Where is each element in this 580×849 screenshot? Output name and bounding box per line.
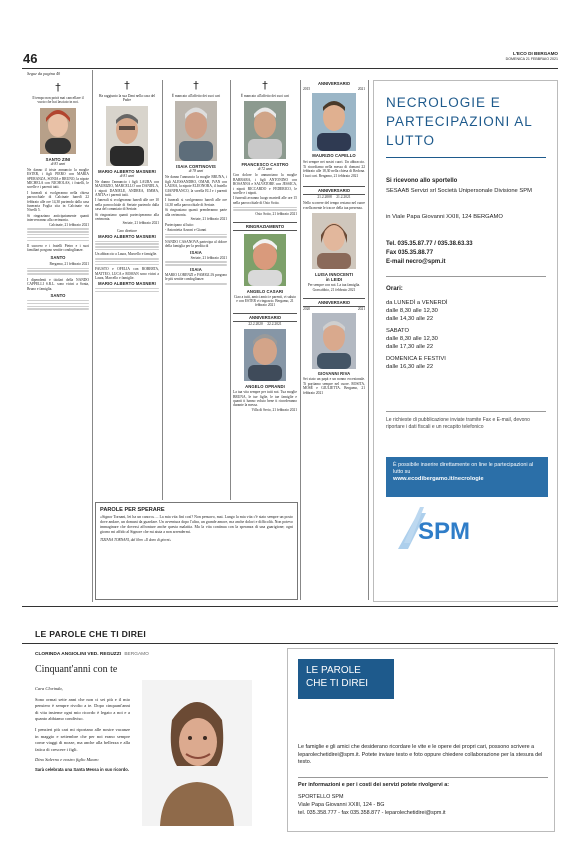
necro-company: SESAAB Servizi srl Società Unipersonale Divisione SPM bbox=[386, 188, 532, 194]
notice-place-date: Calcinate, 21 febbraio 2021 bbox=[49, 222, 89, 227]
notice-text: NANDO CASANOVA partecipa al dolore della famiglia per la perdita di bbox=[165, 239, 227, 249]
notice-text: MARIO LORENZI e FAMIGLIA porgono le più sentite condoglianze. bbox=[165, 272, 227, 282]
column-2 bbox=[95, 80, 159, 500]
deceased-age: di 81 anni bbox=[119, 173, 135, 178]
spm-logo-text: SPM bbox=[418, 518, 471, 545]
cross-icon: † bbox=[55, 81, 61, 94]
anniversary-name: GIOVANNI RIVA bbox=[317, 371, 351, 377]
thanks-name: ANGELO CASARI bbox=[246, 288, 284, 294]
deceased-name-repeat: ISAIA bbox=[190, 249, 202, 255]
notice-text: Il suocero e i fratelli Pietro e i suoi familiari porgono sentite condoglianze. bbox=[27, 244, 89, 253]
deceased-name-repeat: MARIO ALBERTO MASNERI bbox=[98, 234, 156, 240]
box-source: TIZIANA TORNANI, dal libro «Il dono di giorni» bbox=[100, 538, 172, 542]
notice-text: Con dolore lo annunciano la moglie BARBARA, i figli ANTONINO con ROSANNA e SALVATORE con JESSICA, i nipoti RICCARDO e FEDERICO, le sorelle e i nipoti. bbox=[233, 173, 297, 196]
section-anniversario: ANNIVERSARIO bbox=[303, 298, 365, 307]
promo-url[interactable]: www.ecodibergamo.it/necrologie bbox=[393, 476, 484, 482]
box-title: PAROLE PER SPERARE bbox=[100, 507, 165, 513]
online-promo-box bbox=[386, 457, 548, 497]
parole-per-sperare-box bbox=[95, 502, 298, 600]
intro-text: Il tempo non potrà mai cancellare il vuoto che hai lasciato in noi. bbox=[32, 96, 84, 105]
issue-date: DOMENICA 21 FEBBRAIO 2021 bbox=[505, 57, 558, 61]
promo-text: È possibile inserire direttamente on line le partecipazioni al lutto su bbox=[393, 462, 534, 475]
anniversary-dates bbox=[303, 87, 365, 91]
section-anniversario: ANNIVERSARIO bbox=[303, 186, 365, 195]
cross-icon: † bbox=[124, 79, 130, 92]
thanks-text: Ciao a tutti, amici amici e parenti, vi saluto e con ESTER vi ringrazio. Bergamo, 21 febbraio 2021 bbox=[233, 294, 297, 308]
deceased-name-repeat: SANTO bbox=[50, 254, 66, 260]
deceased-name: SANTO ZINI bbox=[45, 156, 71, 162]
letter-greeting: Cara Clorinda, bbox=[35, 686, 63, 691]
orari-sunday: DOMENICA E FESTIVI bbox=[386, 356, 446, 362]
anniversary-text: Per sempre con noi. La tua famiglia. Grassobbio, 21 febbraio 2021 bbox=[307, 283, 361, 292]
memorial-letter bbox=[35, 686, 130, 774]
info-address: Viale Papa Giovanni XXIII, 124 - BG bbox=[298, 802, 385, 808]
page-number: 46 bbox=[23, 51, 38, 66]
notice-text: I funerali si svolgeranno nella chiesa parrocchiale di Calcinate lunedì 22 febbraio alle ore 14,30 partendo dalla casa funeraria Foglia sita in Calcinate via Nivelli 5. bbox=[27, 190, 89, 213]
anniversary-dates: 21.2.2008 21.2.2021 bbox=[317, 195, 351, 200]
column-5 bbox=[303, 80, 365, 600]
cross-icon: † bbox=[262, 79, 268, 92]
notice-text: Partecipano al lutto: bbox=[165, 223, 194, 228]
necro-fax: Fax 035.35.88.77 bbox=[386, 250, 434, 256]
memorial-person: CLORINDA ANGIOLINI VED. REGUZZI bbox=[35, 652, 121, 657]
deceased-age: di 78 anni bbox=[188, 169, 204, 174]
info-title-line2: CHE TI DIREI bbox=[306, 678, 369, 689]
portrait-isaia-cortinovis bbox=[175, 101, 217, 161]
memorial-photo bbox=[142, 680, 252, 826]
anniversary-text: Sei stato un papà e un nonno eccezionale. Ti portiamo sempre nel cuore. ROSITA, MOSÈ e GIULIETTA. Bergamo, 21 febbraio 2021 bbox=[303, 377, 365, 395]
info-title-line1: LE PAROLE bbox=[306, 665, 361, 676]
notice-text: Si ringraziano anticipatamente quanti interverranno alla cerimonia. bbox=[27, 213, 89, 223]
notice-text: Ne danno l'annuncio i figli LAURA con MAURIZIO, MARCELLO con DANIELA, i nipoti DANIELE, ANDREA, EMMA, ANITA e i parenti tutti. bbox=[95, 179, 159, 198]
info-office: SPORTELLO SPM bbox=[298, 794, 344, 800]
orari-sunday-hours: dalle 16,30 alle 22 bbox=[386, 364, 434, 370]
necro-receive: Si ricevono allo sportello bbox=[386, 178, 458, 184]
orari-list bbox=[386, 299, 448, 371]
notice-salutation: Caro direttore bbox=[116, 228, 138, 233]
deceased-name-repeat: SANTO bbox=[50, 292, 66, 298]
memorial-headline: Cinquant'anni con te bbox=[35, 664, 118, 675]
portrait-santo-zini bbox=[40, 108, 76, 154]
anniversary-text: Sei sempre nei nostri cuori. Un abbraccio. Ti ricordiamo nella messa di domani 22 febbraio alle 18,30 nella chiesa di Redona. I tuoi cari. Bergamo, 21 febbraio 2021 bbox=[303, 160, 365, 178]
deceased-age: di 83 anni bbox=[50, 161, 66, 166]
notice-text: Si ringraziano quanti parteciperanno alla cerimonia. bbox=[95, 212, 159, 222]
orari-weekday-afternoon: dalle 14,30 alle 22 bbox=[386, 316, 434, 322]
orari-saturday: SABATO bbox=[386, 328, 409, 334]
cross-icon: † bbox=[193, 79, 199, 92]
anniversary-name: ANGELO OPRANDI bbox=[245, 384, 285, 390]
notice-text: I funerali si svolgeranno lunedì alle ore 10 nella parrocchiale di Seriate partendo dalla casa del commiato di Seriate. bbox=[95, 198, 159, 212]
date-from: 2015 bbox=[303, 87, 311, 91]
notice-text: Ne danno l'annuncio la moglie BRUNA, i figli ALESSANDRO, OMAR, IVAN con LAURA, la nipote ELEONORA, il fratello GIANFRANCO, la sorella ELI e i parenti tutti. bbox=[165, 175, 227, 198]
memorial-city: BERGAMO bbox=[124, 652, 149, 657]
anniversary-dates bbox=[303, 307, 365, 311]
portrait-angelo-oprandi bbox=[244, 329, 286, 381]
portrait-mario-alberto-masneri bbox=[106, 106, 148, 166]
orari-weekday-morning: dalle 8,30 alle 12,30 bbox=[386, 308, 438, 314]
letter-paragraph: Sono ormai sette anni che non ci sei più e il mio pensiero è sempre rivolto a te. Dopo cinquant'anni di vita insieme ogni mio ricordo è legato a noi e a quanto abbiamo condiviso. bbox=[35, 696, 130, 722]
intro-text: Ha raggiunto la sua Dani nella casa del Padre bbox=[98, 94, 156, 103]
deceased-age: di 72 anni bbox=[257, 167, 273, 172]
box-text: «Signor Tornani, lei ha un cancro» ... La mia vita finì così? Non pensavo, mai. Lungo la mia vita c'è stato sempre un posto dove andare, un domani da guardare. Un avventura dopo l'altra, un grande amore, ma anche dolori e difficoltà. Non potevo immaginare che dovessi affrontare anche questa malattia. Ma la vita continua con la speranza di una guarigione; ogni giorno mi affido al Signore che mi aiuta a non arrendermi. bbox=[100, 515, 293, 534]
column-1 bbox=[27, 70, 89, 602]
portrait-francesco-castro bbox=[244, 101, 286, 159]
necro-note: Le richieste di pubblicazione inviate tramite Fax e E-mail, devono riportare i dati fiscali e un recapito telefonico bbox=[386, 417, 530, 430]
orari-saturday-afternoon: dalle 17,30 alle 22 bbox=[386, 344, 434, 350]
orari-weekday: da LUNEDÌ a VENERDÌ bbox=[386, 300, 448, 306]
anniversary-place-date: Villa di Serio, 21 febbraio 2021 bbox=[251, 407, 297, 412]
date-from: 2020 bbox=[303, 307, 311, 312]
letter-mass-note: Sarà celebrata una Santa Messa in suo ricordo. bbox=[35, 766, 130, 772]
deceased-name: ISAIA CORTINOVIS bbox=[176, 164, 216, 170]
orari-saturday-morning: dalle 8,30 alle 12,30 bbox=[386, 336, 438, 342]
spm-logo bbox=[394, 503, 482, 551]
info-text: Le famiglie e gli amici che desiderano ricordare le vite e le opere dei propri cari, possono scrivere a leparolechetidirei@spm.it. Potete inviare testo e foto oppure chiedere collaborazione per la stesura del testo. bbox=[298, 744, 543, 766]
memorial-header bbox=[35, 652, 149, 657]
date-to: 2021 bbox=[357, 87, 365, 91]
necro-email: E-mail necro@spm.it bbox=[386, 259, 446, 265]
notice-text: - Antonietta Azzoni e Gianni bbox=[165, 227, 207, 232]
notice-text: FAUSTO e OFELIA con ROBERTA, MATTEO, LUCA e ROMAN sono vicini a Laura, Marcello e famiglie. bbox=[95, 267, 159, 281]
deceased-name-repeat: ISAIA bbox=[190, 266, 202, 272]
portrait-luisa-innocenti bbox=[312, 213, 356, 269]
necro-tel: Tel. 035.35.87.77 / 035.38.63.33 bbox=[386, 241, 473, 247]
intro-text: È mancato all'affetto dei suoi cari bbox=[171, 94, 221, 98]
orari-title: Orari: bbox=[386, 285, 403, 292]
date-to: 2021 bbox=[357, 307, 365, 312]
deceased-name: FRANCESCO CASTRO bbox=[241, 162, 289, 168]
section-anniversario: ANNIVERSARIO bbox=[317, 81, 351, 86]
newspaper-name: L'ECO DI BERGAMO bbox=[513, 51, 558, 56]
le-parole-info-panel bbox=[287, 648, 555, 832]
info-contacts: tel. 035.358.777 - fax 035.358.877 - leparolechetidirei@spm.it bbox=[298, 810, 446, 816]
notice-text: Un abbraccio a Laura, Marcello e famiglie. bbox=[95, 252, 158, 257]
section-ringraziamento: RINGRAZIAMENTO bbox=[233, 222, 297, 231]
necro-address: in Viale Papa Giovanni XXIII, 124 BERGAMO bbox=[386, 214, 503, 220]
notice-text: Ne danno il triste annuncio la moglie ESTER, i figli PIERO con MARIA SPERANZA, SONIA e BRUNO, la nipote MICHELA con NICHOLAS, i fratelli, le sorelle e i parenti tutti. bbox=[27, 167, 89, 190]
notice-place-date: Bergamo, 21 febbraio 2021 bbox=[49, 261, 89, 266]
deceased-name-repeat: MARIO ALBERTO MASNERI bbox=[98, 281, 156, 287]
anniversary-name-married: in LEIDI bbox=[325, 277, 343, 283]
section-anniversario: ANNIVERSARIO bbox=[233, 313, 297, 322]
notice-place-date: Seriate, 21 febbraio 2021 bbox=[190, 255, 227, 260]
info-title-box bbox=[298, 659, 394, 699]
continued-label: Segue da pagina 40 bbox=[27, 71, 61, 76]
letter-paragraph: I pensieri più cari mi riportano alle nostre vacanze in maggio e settembre che per noi erano sempre come viaggi di nozze, ma anche alla bellezza e alla fatica di crescere i figli. bbox=[35, 726, 130, 752]
notice-place-date: Osio Sotto, 21 febbraio 2021 bbox=[255, 212, 297, 217]
anniversary-name: MAURIZIO CAPELLO bbox=[312, 153, 356, 159]
anniversary-text: La tua vita sempre per tutti noi. Tua moglie BRUNA, le tue figlie, le tue famiglie e quanti ti hanno voluto bene ti ricorderanno durante la messa. bbox=[233, 390, 297, 408]
necrologie-panel bbox=[373, 80, 558, 602]
header-rule bbox=[22, 68, 558, 69]
necro-title: NECROLOGIE E PARTECIPAZIONI AL LUTTO bbox=[386, 95, 533, 148]
notice-text: I funerali avranno luogo martedì alle ore 15 nella parrocchiale di Osio Sotto. bbox=[233, 196, 297, 205]
info-bold: Per informazioni e per i costi dei servizi potete rivolgervi a: bbox=[298, 782, 449, 788]
notice-text: Si ringraziano quanti prenderanno parte alla cerimonia. bbox=[165, 208, 227, 217]
notice-text: I dipendenti e titolari della NANDO CAPPELLI S.R.L. sono vicini a Sonia, Bruno e famiglia. bbox=[27, 277, 89, 291]
notice-place-date: Seriate, 21 febbraio 2021 bbox=[190, 217, 227, 222]
intro-text: È mancato all'affetto dei suoi cari bbox=[240, 94, 290, 98]
deceased-name: MARIO ALBERTO MASNERI bbox=[98, 168, 156, 174]
anniversary-dates: 22.2.2020 22.2.2021 bbox=[248, 321, 282, 326]
portrait-giovanni-riva bbox=[312, 313, 356, 369]
bottom-section-title: LE PAROLE CHE TI DIREI bbox=[35, 629, 147, 639]
notice-text: I funerali si svolgeranno lunedì alle ore 14,30 nella parrocchiale di Seriate. bbox=[165, 198, 227, 207]
letter-signature: Dino Salerno e nostro figlio Mauro bbox=[35, 757, 99, 763]
portrait-maurizio-capello bbox=[312, 93, 356, 151]
anniversary-text: Nello scorrere del tempo restano nel cuore e nella mente le tracce della tua presenza. bbox=[303, 201, 365, 210]
column-3 bbox=[165, 80, 227, 500]
anniversary-name: LUISA INNOCENTI bbox=[314, 272, 354, 278]
notice-place-date: Seriate, 21 febbraio 2021 bbox=[122, 221, 159, 226]
portrait-angelo-casari bbox=[244, 234, 286, 286]
